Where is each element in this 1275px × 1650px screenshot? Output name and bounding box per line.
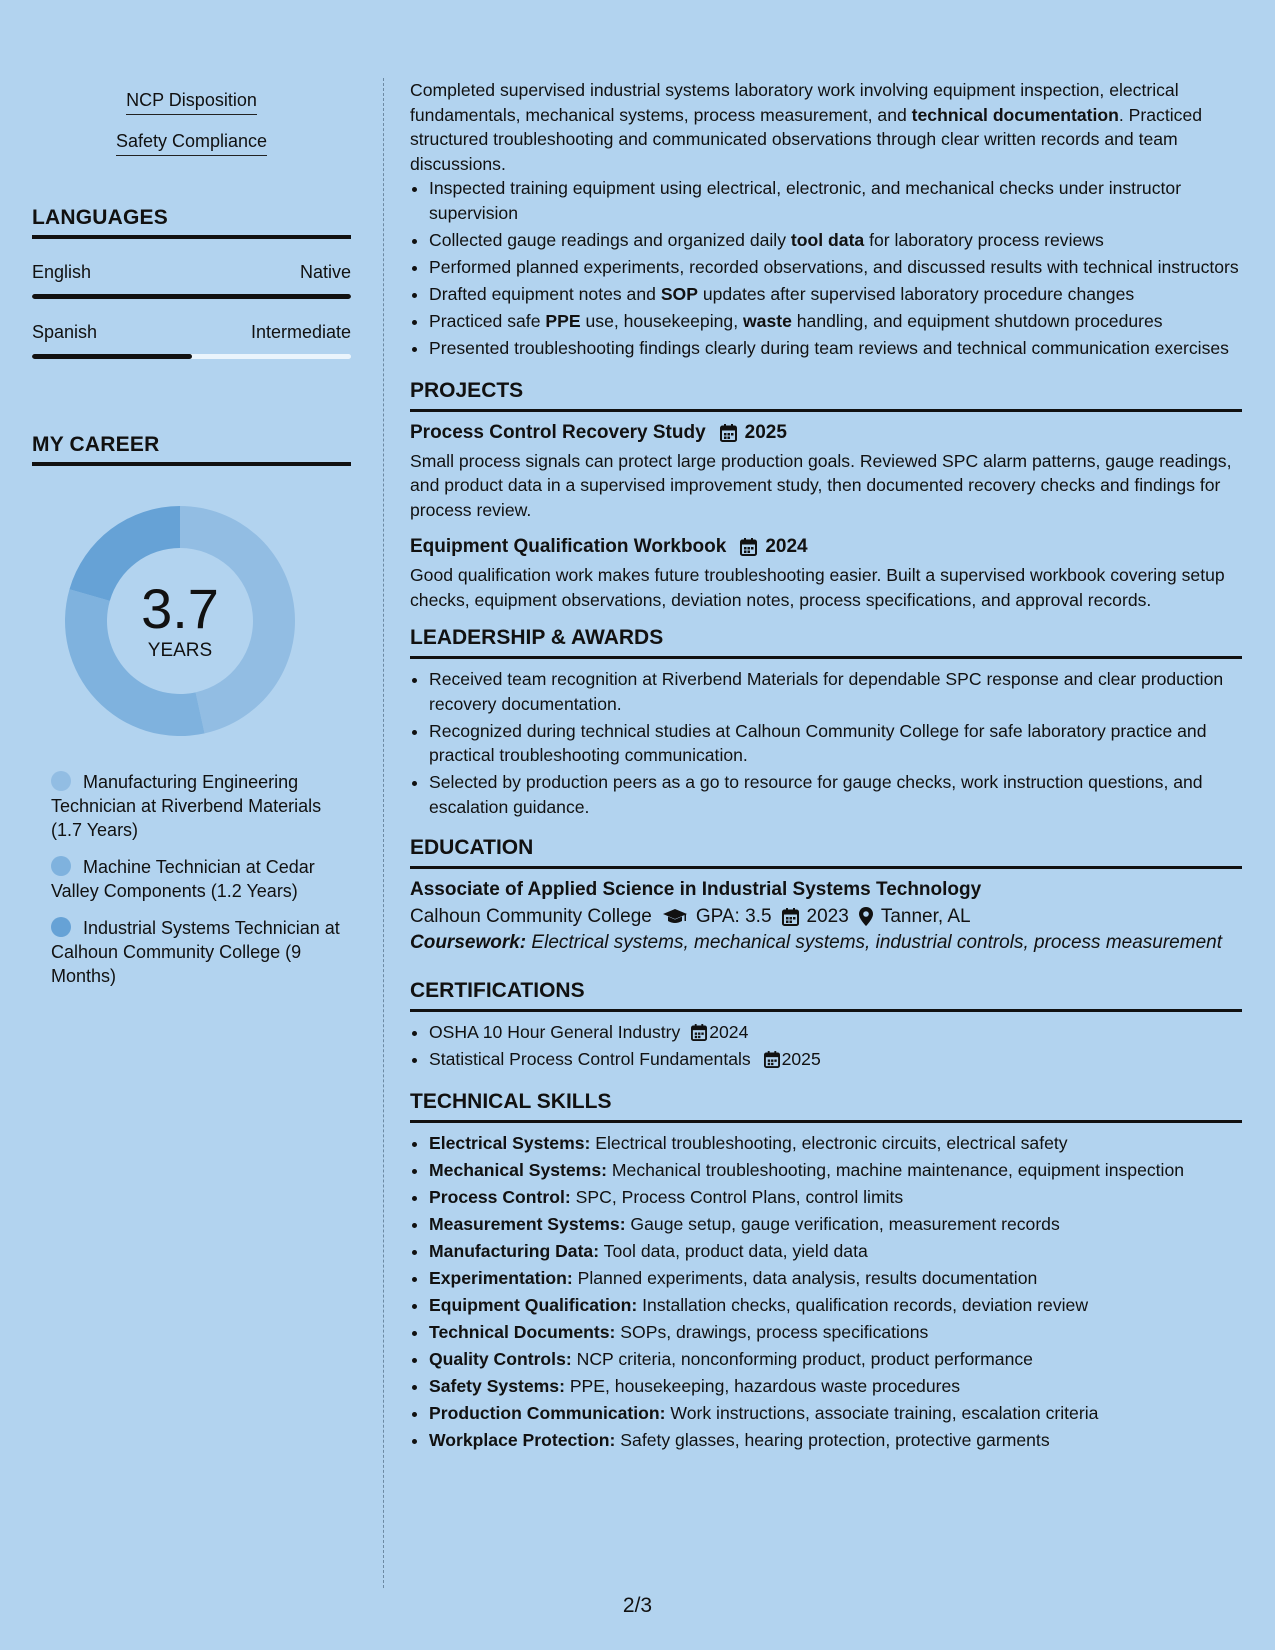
coursework: Coursework: Electrical systems, mechanical systems, industrial controls, process measurement (410, 931, 1222, 953)
skill-tag: Safety Compliance (116, 129, 267, 156)
career-donut-chart (65, 506, 295, 736)
language-item (32, 321, 351, 359)
list-item: • Selected by production peers as a go to resource for gauge checks, work instruction questions, and escalation guidance. (429, 770, 1242, 819)
list-item: • Measurement Systems: Gauge setup, gauge verification, measurement records (429, 1212, 1242, 1237)
career-legend (51, 770, 341, 988)
legend-dot (51, 917, 71, 937)
career-legend-item (51, 855, 341, 903)
list-item: • Inspected training equipment using electrical, electronic, and mechanical checks under instructor supervision (429, 176, 1242, 225)
language-name: Spanish (32, 322, 98, 342)
list-item: • Production Communication: Work instructions, associate training, escalation criteria (429, 1401, 1242, 1426)
technical-skills-list (410, 1131, 1242, 1453)
list-item: • Safety Systems: PPE, housekeeping, hazardous waste procedures (429, 1374, 1242, 1399)
project-description: Good qualification work makes future troubleshooting easier. Built a supervised workbook covering setup checks, equipment observations, deviation notes, process specifications, and approval records. (410, 565, 1225, 610)
calendar-icon (764, 1051, 780, 1068)
calendar-icon (691, 1024, 707, 1041)
career-legend-item (51, 916, 341, 988)
list-item: • Equipment Qualification: Installation checks, qualification records, deviation review (429, 1293, 1242, 1318)
legend-label: Machine Technician at Cedar Valley Components (1.2 Years) (51, 857, 315, 901)
list-item: • Practiced safe PPE use, housekeeping, waste handling, and equipment shutdown procedures (429, 309, 1242, 334)
list-item: • Statistical Process Control Fundamentals 2025 (429, 1047, 1242, 1072)
project-title: Equipment Qualification Workbook (410, 536, 727, 557)
column-divider (383, 78, 384, 1588)
main-content (410, 78, 1242, 1455)
technical-skills-heading: TECHNICAL SKILLS (410, 1088, 1242, 1123)
skill-tag: NCP Disposition (126, 88, 257, 115)
legend-label: Industrial Systems Technician at Calhoun Community College (9 Months) (51, 918, 340, 986)
language-name: English (32, 262, 92, 282)
list-item: • Technical Documents: SOPs, drawings, process specifications (429, 1320, 1242, 1345)
language-proficiency-bar (32, 294, 351, 299)
leadership-heading: LEADERSHIP & AWARDS (410, 624, 1242, 659)
list-item: • Received team recognition at Riverbend Materials for dependable SPC response and clear production recovery documentation. (429, 667, 1242, 716)
list-item: • Workplace Protection: Safety glasses, hearing protection, protective garments (429, 1428, 1242, 1453)
list-item: • Electrical Systems: Electrical troubleshooting, electronic circuits, electrical safety (429, 1131, 1242, 1156)
project-item (410, 420, 1242, 523)
language-item (32, 261, 351, 299)
list-item: • OSHA 10 Hour General Industry 2024 (429, 1020, 1242, 1045)
projects-heading: PROJECTS (410, 377, 1242, 412)
education-item (410, 877, 1242, 955)
list-item: • Collected gauge readings and organized daily tool data for laboratory process reviews (429, 228, 1242, 253)
school-location: Tanner, AL (880, 905, 971, 927)
skill-tags (32, 88, 351, 156)
leadership-list (410, 667, 1242, 819)
career-unit: YEARS (147, 640, 213, 661)
degree-title: Associate of Applied Science in Industrial Systems Technology (410, 878, 982, 900)
list-item: • Presented troubleshooting findings clearly during team reviews and technical communication exercises (429, 336, 1242, 361)
list-item: • Performed planned experiments, recorded observations, and discussed results with technical instructors (429, 255, 1242, 280)
project-description: Small process signals can protect large production goals. Reviewed SPC alarm patterns, gauge readings, and product data in a supervised improvement study, then documented recovery checks and findings for process review. (410, 450, 1232, 520)
location-pin-icon (859, 907, 873, 926)
project-title: Process Control Recovery Study (410, 421, 706, 443)
calendar-icon (740, 538, 757, 556)
career-legend-item (51, 770, 341, 842)
legend-dot (51, 856, 71, 876)
school-name: Calhoun Community College (410, 905, 652, 927)
graduation-year: 2023 (806, 905, 849, 927)
career-total-years: 3.7 (141, 577, 219, 640)
calendar-icon (782, 908, 799, 926)
list-item: • Drafted equipment notes and SOP updates after supervised laboratory procedure changes (429, 282, 1242, 307)
list-item: • Quality Controls: NCP criteria, nonconforming product, product performance (429, 1347, 1242, 1372)
project-year: 2025 (744, 421, 787, 443)
list-item: • Experimentation: Planned experiments, data analysis, results documentation (429, 1266, 1242, 1291)
legend-dot (51, 771, 71, 791)
education-heading: EDUCATION (410, 834, 1242, 869)
language-proficiency-bar (32, 354, 351, 359)
languages-heading: LANGUAGES (32, 206, 351, 239)
list-item: • Manufacturing Data: Tool data, product data, yield data (429, 1239, 1242, 1264)
gpa: GPA: 3.5 (695, 905, 772, 927)
list-item: • Process Control: SPC, Process Control Plans, control limits (429, 1185, 1242, 1210)
experience-summary: Completed supervised industrial systems laboratory work involving equipment inspection, electrical fundamentals, mechanical systems, process measurement, and technical documentation. Practiced structured troubleshooting and communicated observations through clear written records and team discussions. (410, 80, 1203, 174)
list-item: • Recognized during technical studies at Calhoun Community College for safe laboratory practice and practical troubleshooting communication. (429, 719, 1242, 768)
experience-bullets (410, 176, 1242, 360)
project-year: 2024 (765, 536, 808, 557)
sidebar (32, 80, 351, 1001)
graduation-cap-icon (662, 908, 688, 926)
calendar-icon (720, 424, 737, 442)
list-item: • Mechanical Systems: Mechanical troubleshooting, machine maintenance, equipment inspection (429, 1158, 1242, 1183)
experience-block (410, 78, 1242, 360)
career-heading: MY CAREER (32, 433, 351, 466)
language-level: Native (299, 262, 351, 282)
page-number: 2/3 (622, 1594, 653, 1617)
certifications-heading: CERTIFICATIONS (410, 977, 1242, 1012)
project-item (410, 534, 1242, 612)
legend-label: Manufacturing Engineering Technician at Riverbend Materials (1.7 Years) (51, 772, 322, 840)
certifications-list (410, 1020, 1242, 1072)
language-level: Intermediate (250, 322, 351, 342)
